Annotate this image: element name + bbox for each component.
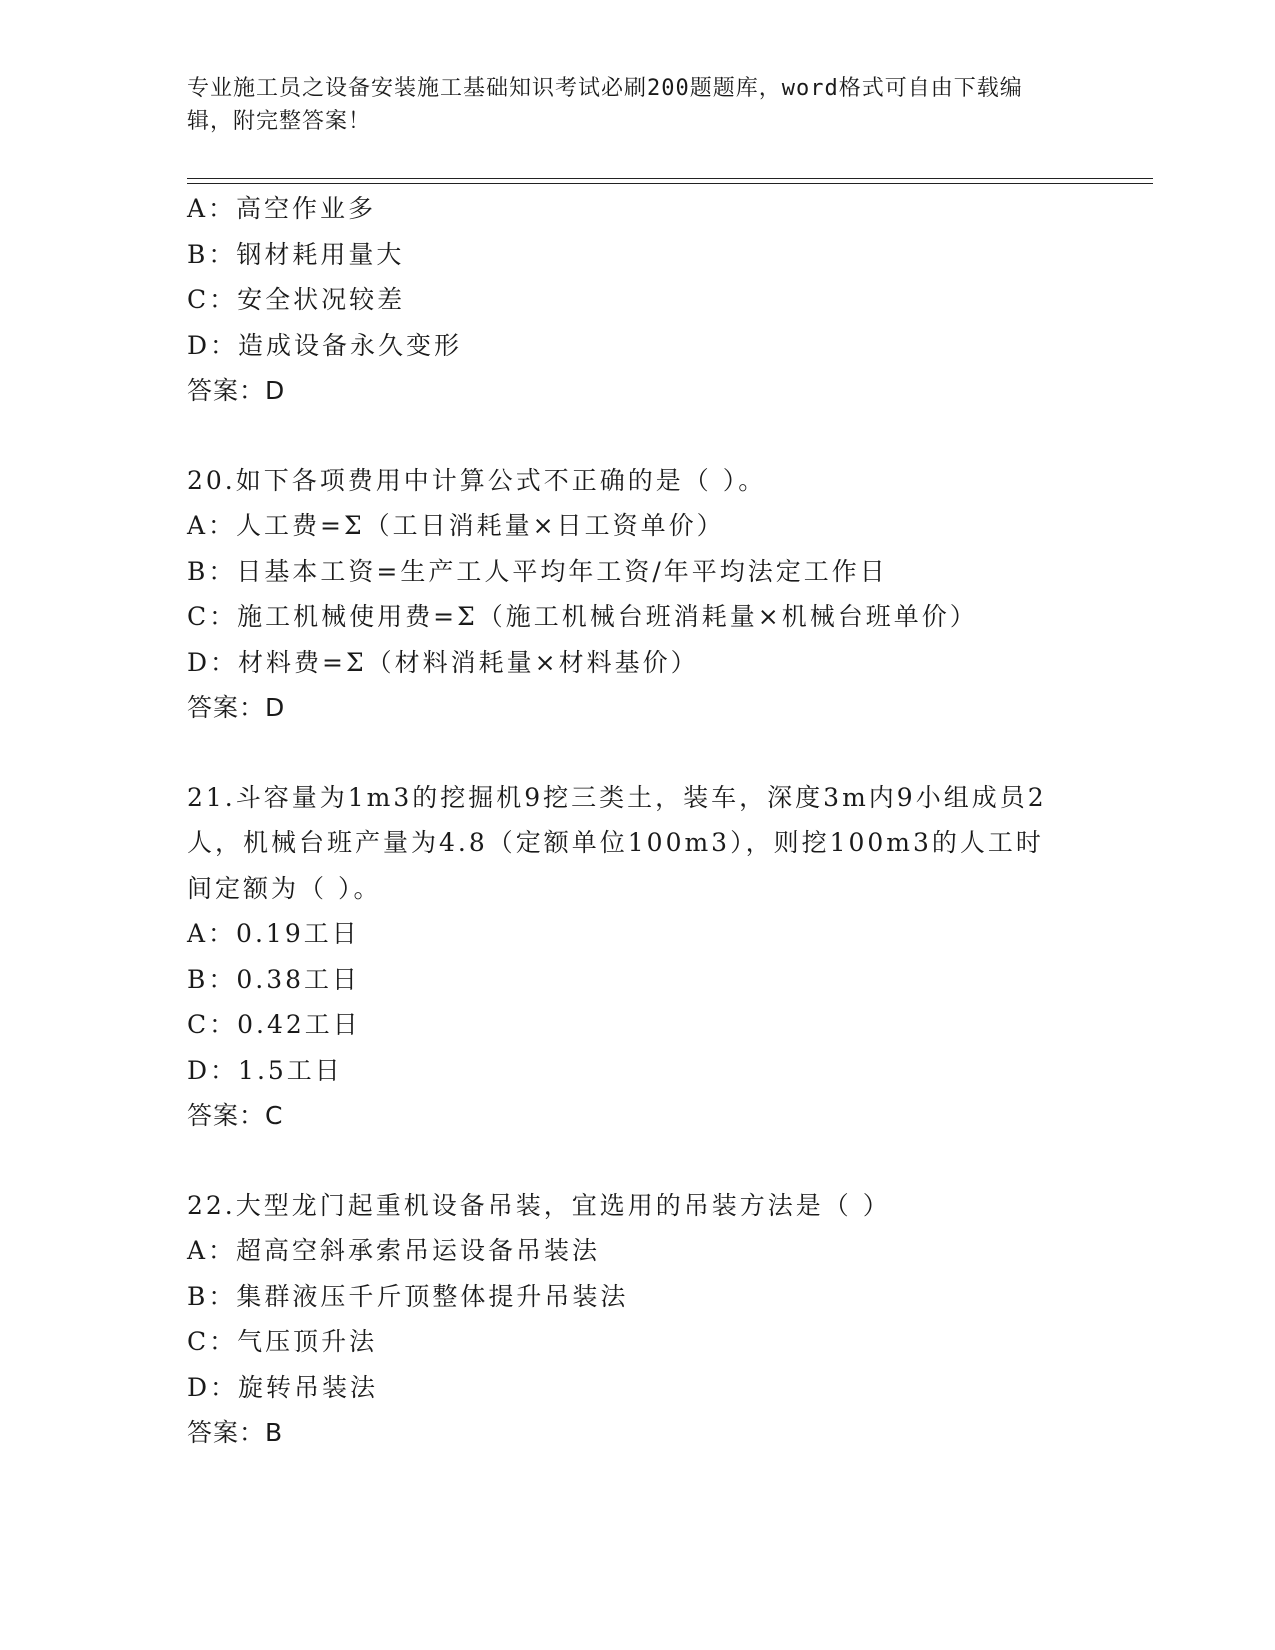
option-d: D：造成设备永久变形 — [187, 330, 463, 360]
question-22 — [187, 1183, 1087, 1456]
spacer — [187, 731, 1087, 775]
option-c: C：施工机械使用费=Σ（施工机械台班消耗量×机械台班单价） — [187, 602, 978, 631]
question-19 — [187, 186, 1087, 414]
question-21 — [187, 775, 1087, 1139]
spacer — [187, 1139, 1087, 1183]
option-a: A：0.19工日 — [187, 919, 360, 948]
option-b: B：钢材耗用量大 — [187, 239, 405, 269]
option-c: C：气压顶升法 — [187, 1327, 378, 1356]
answer: 答案：B — [187, 1418, 284, 1447]
option-d: D：1.5工日 — [187, 1055, 343, 1085]
question-20 — [187, 458, 1087, 731]
spacer — [187, 414, 1087, 458]
option-a: A：高空作业多 — [187, 194, 377, 223]
option-b: B：0.38工日 — [187, 964, 361, 994]
header-divider-bottom — [187, 183, 1153, 184]
answer: 答案：D — [187, 693, 286, 722]
document-header: 专业施工员之设备安装施工基础知识考试必刷200题题库，word格式可自由下载编辑，附完整答案！ — [187, 76, 1023, 134]
question-list — [187, 186, 1087, 1456]
option-c: C：安全状况较差 — [187, 285, 406, 314]
answer: 答案：D — [187, 376, 286, 405]
option-c: C：0.42工日 — [187, 1010, 361, 1039]
option-b: B：日基本工资=生产工人平均年工资/年平均法定工作日 — [187, 556, 888, 586]
header-divider-top — [187, 178, 1153, 179]
option-d: D：旋转吊装法 — [187, 1372, 379, 1402]
option-a: A：人工费=Σ（工日消耗量×日工资单价） — [187, 511, 725, 540]
question-stem: 20.如下各项费用中计算公式不正确的是（ ）。 — [187, 465, 767, 495]
option-d: D：材料费=Σ（材料消耗量×材料基价） — [187, 647, 699, 677]
question-stem: 21.斗容量为1m3的挖掘机9挖三类土，装车，深度3m内9小组成员2人，机械台班产量为4.8（定额单位100m3），则挖100m3的人工时间定额为（ ）。 — [187, 782, 1047, 903]
option-b: B：集群液压千斤顶整体提升吊装法 — [187, 1281, 629, 1311]
option-a: A：超高空斜承索吊运设备吊装法 — [187, 1236, 601, 1265]
answer: 答案：C — [187, 1101, 284, 1130]
question-stem: 22.大型龙门起重机设备吊装，宜选用的吊装方法是（ ） — [187, 1190, 891, 1220]
